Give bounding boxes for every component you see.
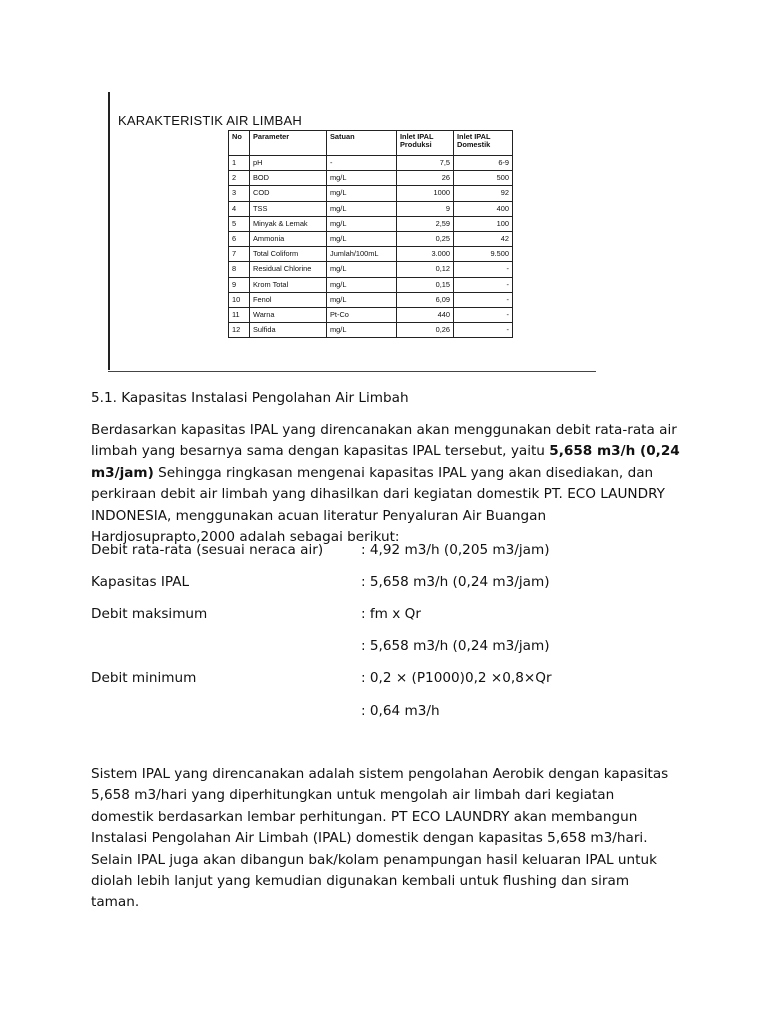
cell-satuan: mg/L	[327, 216, 397, 231]
cell-satuan: Jumlah/100mL	[327, 247, 397, 262]
cell-inlet-produksi: 0,26	[397, 323, 454, 338]
cell-inlet-produksi: 2,59	[397, 216, 454, 231]
cell-no: 9	[229, 277, 250, 292]
calc-label: Debit maksimum	[91, 606, 208, 622]
cell-inlet-produksi: 0,12	[397, 262, 454, 277]
cell-inlet-domestik: 500	[454, 171, 513, 186]
cell-no: 3	[229, 186, 250, 201]
cell-no: 2	[229, 171, 250, 186]
calc-value: : 0,64 m3/h	[361, 703, 440, 719]
cell-inlet-domestik: -	[454, 262, 513, 277]
cell-parameter: Krom Total	[250, 277, 327, 292]
cell-inlet-domestik: -	[454, 292, 513, 307]
cell-inlet-produksi: 9	[397, 201, 454, 216]
header-parameter: Parameter	[250, 131, 327, 156]
figure-title: KARAKTERISTIK AIR LIMBAH	[118, 113, 302, 128]
cell-inlet-produksi: 7,5	[397, 156, 454, 171]
cell-satuan: mg/L	[327, 171, 397, 186]
cell-inlet-produksi: 0,15	[397, 277, 454, 292]
cell-inlet-domestik: 92	[454, 186, 513, 201]
calc-value: : fm x Qr	[361, 606, 421, 622]
cell-parameter: Minyak & Lemak	[250, 216, 327, 231]
calc-label: Debit rata-rata (sesuai neraca air)	[91, 542, 324, 558]
calc-value: : 0,2 × (P1000)0,2 ×0,8×Qr	[361, 670, 552, 686]
header-satuan: Satuan	[327, 131, 397, 156]
cell-no: 12	[229, 323, 250, 338]
table-row	[229, 156, 513, 171]
cell-satuan: mg/L	[327, 186, 397, 201]
cell-parameter: Sulfida	[250, 323, 327, 338]
cell-parameter: pH	[250, 156, 327, 171]
cell-inlet-produksi: 1000	[397, 186, 454, 201]
cell-parameter: TSS	[250, 201, 327, 216]
cell-no: 6	[229, 231, 250, 246]
cell-satuan: mg/L	[327, 262, 397, 277]
paragraph-capacity	[91, 420, 681, 548]
figure-left-border	[108, 92, 110, 370]
header-inlet-produksi: Inlet IPAL Produksi	[397, 131, 454, 156]
cell-satuan: mg/L	[327, 292, 397, 307]
cell-satuan: Pt-Co	[327, 307, 397, 322]
table-row	[229, 247, 513, 262]
calc-label: Debit minimum	[91, 670, 197, 686]
cell-inlet-domestik: -	[454, 323, 513, 338]
calc-value: : 5,658 m3/h (0,24 m3/jam)	[361, 638, 550, 654]
paragraph-capacity-text-a: Berdasarkan kapasitas IPAL yang direncanakan akan menggunakan debit rata-rata air limbah yang besarnya sama dengan kapasitas IPAL tersebut, yaitu	[91, 422, 677, 460]
cell-parameter: Total Coliform	[250, 247, 327, 262]
header-inlet-domestik: Inlet IPAL Domestik	[454, 131, 513, 156]
paragraph-system: Sistem IPAL yang direncanakan adalah sistem pengolahan Aerobik dengan kapasitas 5,658 m3/hari yang diperhitungkan untuk mengolah air limbah dari kegiatan domestik berdasarkan lembar perhitungan. PT ECO LAUNDRY akan membangun Instalasi Pengolahan Air Limbah (IPAL) domestik dengan kapasitas 5,658 m3/hari. Selain IPAL juga akan dibangun bak/kolam penampungan hasil keluaran IPAL untuk diolah lebih lanjut yang kemudian digunakan kembali untuk flushing dan siram taman.	[91, 766, 669, 911]
table-row	[229, 231, 513, 246]
table-row	[229, 262, 513, 277]
table-row	[229, 216, 513, 231]
cell-no: 4	[229, 201, 250, 216]
cell-satuan: mg/L	[327, 277, 397, 292]
cell-inlet-domestik: 6-9	[454, 156, 513, 171]
table-row	[229, 277, 513, 292]
table-row	[229, 323, 513, 338]
wastewater-characteristics-table	[228, 130, 513, 338]
cell-inlet-domestik: 100	[454, 216, 513, 231]
cell-satuan: mg/L	[327, 323, 397, 338]
figure-bottom-border	[108, 371, 596, 372]
paragraph-capacity-bold: 5,658 m3/h (0,24 m3/jam)	[91, 443, 680, 481]
cell-inlet-produksi: 26	[397, 171, 454, 186]
cell-inlet-domestik: 9.500	[454, 247, 513, 262]
cell-satuan: mg/L	[327, 231, 397, 246]
cell-inlet-produksi: 0,25	[397, 231, 454, 246]
cell-parameter: Warna	[250, 307, 327, 322]
cell-no: 1	[229, 156, 250, 171]
table-row	[229, 171, 513, 186]
calc-value: : 4,92 m3/h (0,205 m3/jam)	[361, 542, 550, 558]
cell-parameter: Residual Chlorine	[250, 262, 327, 277]
cell-inlet-produksi: 440	[397, 307, 454, 322]
table-figure	[108, 92, 596, 372]
paragraph-capacity-text-b: Sehingga ringkasan mengenai kapasitas IPAL yang akan disediakan, dan perkiraan debit air limbah yang dihasilkan dari kegiatan domestik PT. ECO LAUNDRY INDONESIA, menggunakan acuan literatur Penyaluran Air Buangan Hardjosuprapto,2000 adalah sebagai berikut:	[91, 464, 665, 546]
calc-label: Kapasitas IPAL	[91, 574, 190, 590]
cell-inlet-produksi: 3.000	[397, 247, 454, 262]
table-row	[229, 201, 513, 216]
cell-no: 8	[229, 262, 250, 277]
cell-satuan: -	[327, 156, 397, 171]
section-heading: 5.1. Kapasitas Instalasi Pengolahan Air Limbah	[91, 390, 409, 406]
cell-no: 10	[229, 292, 250, 307]
calc-value: : 5,658 m3/h (0,24 m3/jam)	[361, 574, 550, 590]
cell-satuan: mg/L	[327, 201, 397, 216]
cell-inlet-domestik: -	[454, 307, 513, 322]
table-row	[229, 307, 513, 322]
cell-parameter: Ammonia	[250, 231, 327, 246]
cell-inlet-domestik: 400	[454, 201, 513, 216]
cell-parameter: Fenol	[250, 292, 327, 307]
table-row	[229, 186, 513, 201]
cell-inlet-domestik: 42	[454, 231, 513, 246]
cell-no: 11	[229, 307, 250, 322]
table-row	[229, 292, 513, 307]
cell-parameter: COD	[250, 186, 327, 201]
cell-inlet-produksi: 6,09	[397, 292, 454, 307]
cell-inlet-domestik: -	[454, 277, 513, 292]
cell-no: 5	[229, 216, 250, 231]
table-header-row	[229, 131, 513, 156]
header-no: No	[229, 131, 250, 156]
cell-parameter: BOD	[250, 171, 327, 186]
cell-no: 7	[229, 247, 250, 262]
